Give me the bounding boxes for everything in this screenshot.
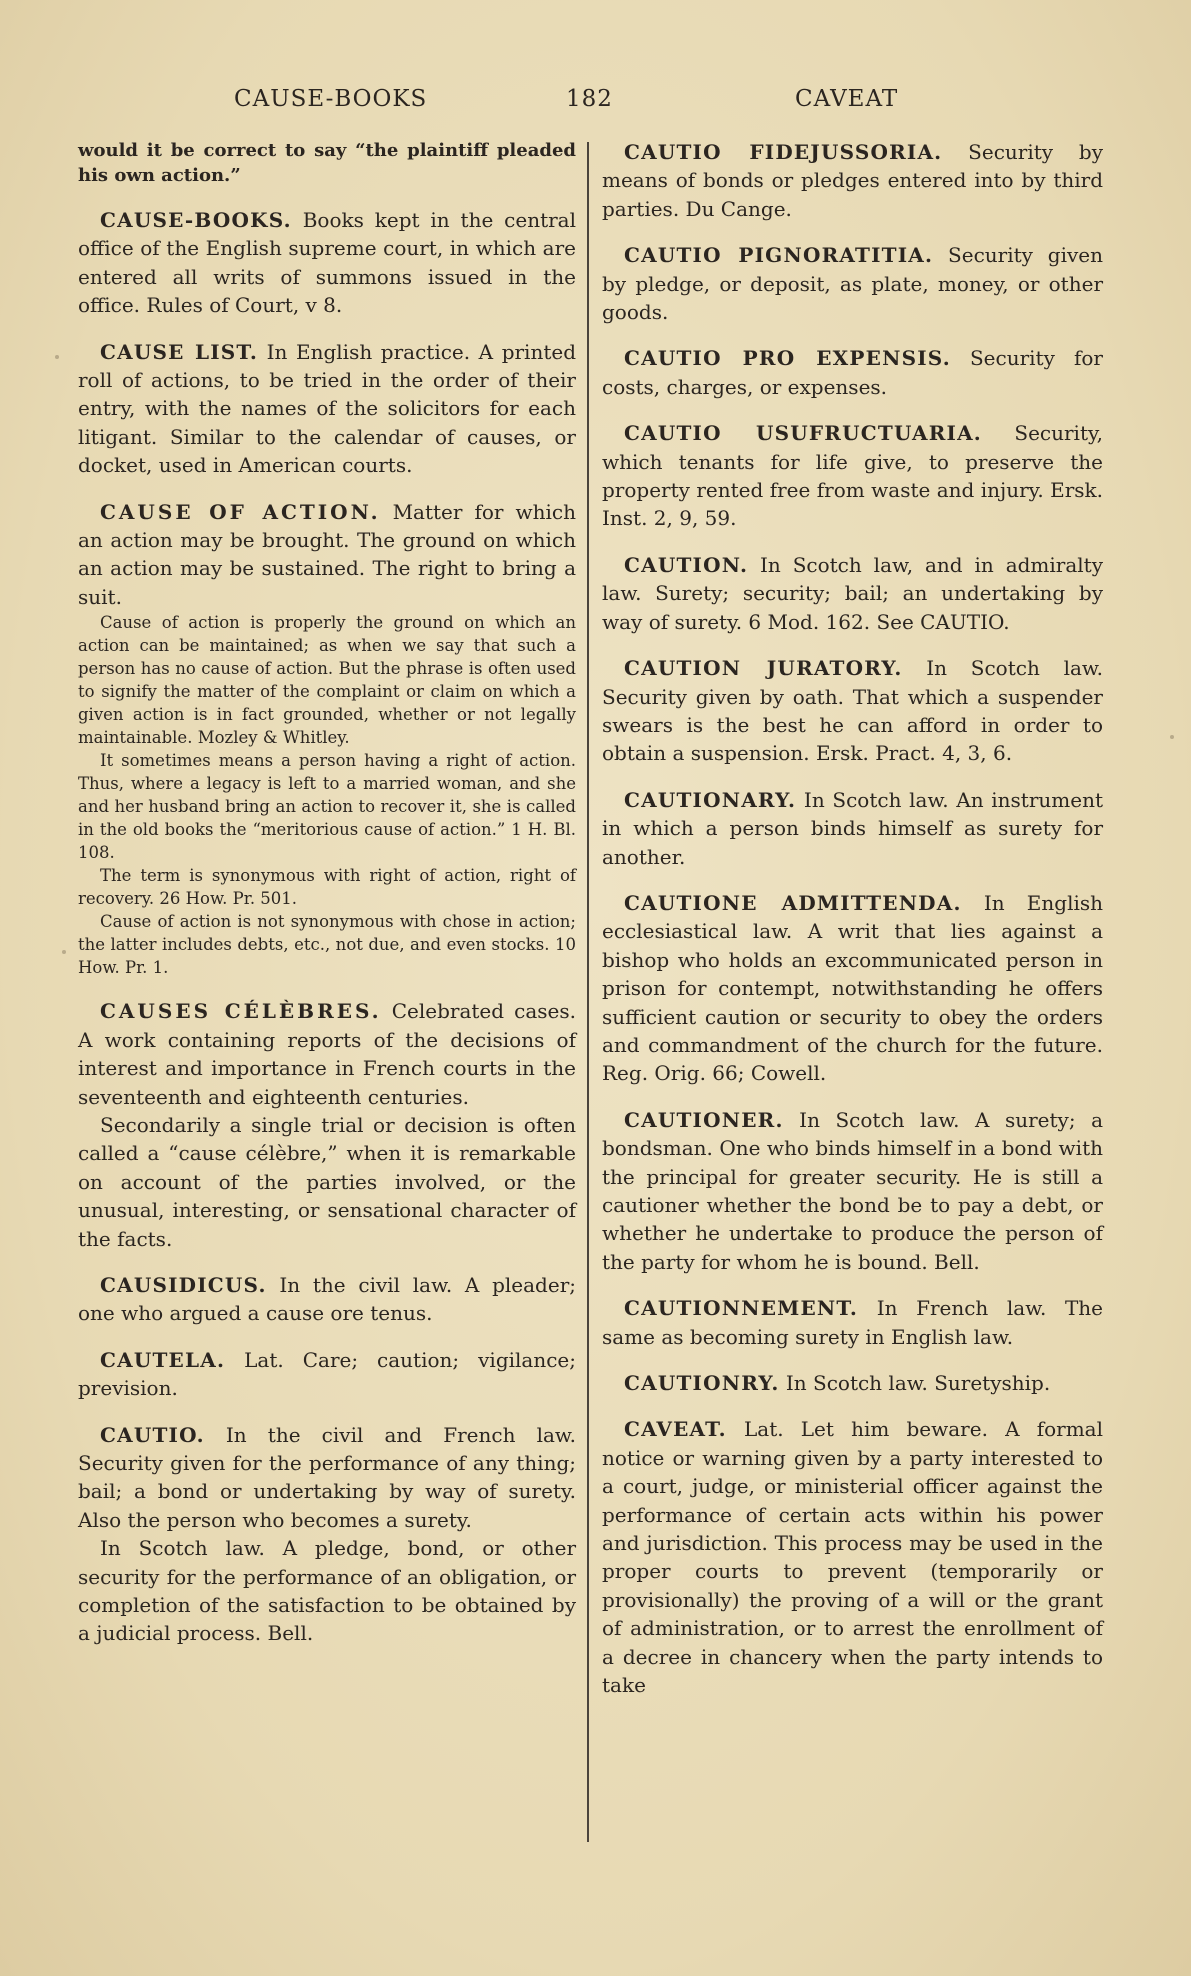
- entry-definition: Books kept in the central office of the English supreme court, in which are entered all writs of summons issued in the office. Rules of Court, v 8.: [78, 208, 576, 318]
- entry-definition: Security by means of bonds or pledges entered into by third parties. Du Cange.: [602, 140, 1104, 221]
- entry-definition: In Scotch law, and in admiralty law. Surety; security; bail; an undertaking by way of surety. 6 Mod. 162. See CAUTIO.: [602, 552, 1103, 634]
- entry-cautionnement: [602, 1294, 1103, 1351]
- entry-caveat: [602, 1415, 1103, 1699]
- entry-definition: Security for costs, charges, or expenses.: [602, 346, 1103, 399]
- entry-cautionry: [602, 1369, 1103, 1397]
- entry-definition: Lat. Let him beware. A formal notice or warning given by a party interested to a court, judge, or ministerial officer against the performance of certain acts within his power and jurisdiction. This process may be used in the proper courts to prevent (temporarily or provisionally) the proving of a will or the grant of administration, or to arrest the enrollment of a decree in chancery when the party intends to take: [602, 1417, 1104, 1698]
- entry-caution-juratory: [602, 654, 1103, 768]
- entry-cautionary: [602, 786, 1103, 871]
- entry-definition: Lat. Care; caution; vigilance; prevision.: [78, 1347, 576, 1401]
- entry-headword: CAUTIONRY.: [624, 1371, 780, 1396]
- paper-speck: [1170, 735, 1174, 739]
- entry-headword: CAUTELA.: [100, 1347, 226, 1372]
- entry-cause-of-action: [78, 498, 576, 980]
- entry-headword: CAUTIONNEMENT.: [624, 1296, 859, 1321]
- entry-cautela: [78, 1346, 576, 1403]
- entry-definition: In Scotch law. An instrument in which a person binds himself as surety for another.: [602, 787, 1104, 869]
- entry-definition: Security, which tenants for life give, to preserve the property rented free from waste and injury. Ersk. Inst. 2, 9, 59.: [602, 421, 1103, 531]
- entry-definition: In Scotch law. Security given by oath. That which a suspender swears is the best he can afford in order to obtain a suspension. Ersk. Pract. 4, 3, 6.: [602, 656, 1104, 766]
- entry-headword: CAUTIO FIDEJUSSORIA.: [624, 140, 943, 164]
- entry-headword: CAUSE OF ACTION.: [100, 499, 381, 524]
- entry-definition: Matter for which an action may be brought. The ground on which an action may be sustained. The right to bring a suit.: [78, 499, 577, 609]
- entry-headword: CAVEAT.: [624, 1417, 727, 1442]
- entry-headword: CAUTIO PIGNORATITIA.: [624, 243, 934, 268]
- entry-definition: Celebrated cases. A work containing reports of the decisions of interest and importance in French courts in the seventeenth and eighteenth centuries.: [78, 999, 577, 1109]
- entry-headword: CAUSE LIST.: [100, 339, 259, 364]
- entry-definition: In the civil law. A pleader; one who argued a cause ore tenus.: [78, 1272, 576, 1326]
- running-header: [0, 86, 1191, 126]
- entry-headword: CAUTIONARY.: [624, 787, 797, 812]
- entry-note: The term is synonymous with right of action, right of recovery. 26 How. Pr. 501.: [78, 866, 576, 909]
- entry-cause-list: [78, 338, 576, 480]
- entry-cause-books: [78, 206, 576, 320]
- paper-speck: [55, 355, 59, 359]
- entry-causidicus: [78, 1271, 576, 1328]
- entry-headword: CAUTIO.: [100, 1422, 205, 1447]
- entry-definition: In Scotch law. A surety; a bondsman. One who binds himself in a bond with the principal for greater security. He is still a cautioner whether the bond be to pay a debt, or whether he undertake to produce the person of the party for whom he is bound. Bell.: [602, 1107, 1103, 1274]
- entry-cautio-pro-expensis: [602, 344, 1103, 401]
- entry-headword: CAUTION JURATORY.: [624, 656, 903, 681]
- right-column: [602, 138, 1103, 1718]
- entry-cautio: [78, 1421, 576, 1648]
- entry-caution: [602, 551, 1103, 636]
- page-number: 182: [566, 86, 613, 112]
- entry-definition: In French law. The same as becoming surety in English law.: [602, 1296, 1103, 1349]
- entry-note: It sometimes means a person having a right of action. Thus, where a legacy is left to a married woman, and she and her husband bring an action to recover it, she is called in the old books the “meritorious cause of action.” 1 H. Bl. 108.: [78, 751, 576, 863]
- entry-causes-celebres: [78, 997, 576, 1253]
- entry-headword: CAUTIONER.: [624, 1107, 784, 1132]
- entry-headword: CAUTIO USUFRUCTUARIA.: [624, 421, 982, 446]
- entry-headword: CAUTIO PRO EXPENSIS.: [624, 346, 951, 371]
- entry-headword: CAUSES CÉLÈBRES.: [100, 999, 382, 1024]
- left-column: [78, 138, 576, 1666]
- entry-definition: Security given by pledge, or deposit, as plate, money, or other goods.: [602, 243, 1104, 325]
- entry-cautio-fidejussoria: [602, 138, 1103, 223]
- header-right-guide-word: CAVEAT: [795, 86, 899, 112]
- entry-definition-continued: In Scotch law. A pledge, bond, or other security for the performance of an obligation, or completion of the satisfaction to be obtained by a judicial process. Bell.: [78, 1536, 576, 1646]
- entry-cautio-pignoratitia: [602, 241, 1103, 326]
- column-divider: [587, 142, 589, 1842]
- paper-speck: [62, 950, 66, 954]
- continued-text: would it be correct to say “the plaintiff pleaded his own action.”: [78, 140, 576, 186]
- entry-cautione-admittenda: [602, 889, 1103, 1088]
- entry-definition: In English practice. A printed roll of actions, to be tried in the order of their entry, with the names of the solicitors for each litigant. Similar to the calendar of causes, or docket, used in American courts.: [78, 339, 577, 478]
- entry-note: Cause of action is properly the ground on which an action can be maintained; as when we say that such a person has no cause of action. But the phrase is often used to signify the matter of the complaint or claim on which a given action is in fact grounded, whether or not legally maintainable. Mozley & Whitley.: [78, 613, 576, 748]
- entry-definition: In English ecclesiastical law. A writ that lies against a bishop who holds an excommunicated person in prison for contempt, notwithstanding he offers sufficient caution or security to obey the orders and commandment of the church for the future. Reg. Orig. 66; Cowell.: [602, 890, 1103, 1086]
- entry-definition-continued: Secondarily a single trial or decision is often called a “cause célèbre,” when it is remarkable on account of the parties involved, or the unusual, interesting, or sensational character of the facts.: [78, 1112, 576, 1251]
- entry-cautioner: [602, 1106, 1103, 1276]
- entry-note: Cause of action is not synonymous with chose in action; the latter includes debts, etc., not due, and even stocks. 10 How. Pr. 1.: [78, 912, 576, 978]
- entry-definition: In the civil and French law. Security given for the performance of any thing; bail; a bond or undertaking by way of surety. Also the person who becomes a surety.: [78, 1422, 577, 1532]
- header-left-guide-word: CAUSE-BOOKS: [234, 86, 428, 112]
- entry-headword: CAUTIONE ADMITTENDA.: [624, 890, 962, 915]
- entry-definition: In Scotch law. Suretyship.: [785, 1371, 1051, 1396]
- entry-cautio-usufructuaria: [602, 419, 1103, 533]
- entry-headword: CAUSE-BOOKS.: [100, 208, 292, 232]
- entry-headword: CAUSIDICUS.: [100, 1272, 267, 1297]
- entry-headword: CAUTION.: [624, 552, 749, 577]
